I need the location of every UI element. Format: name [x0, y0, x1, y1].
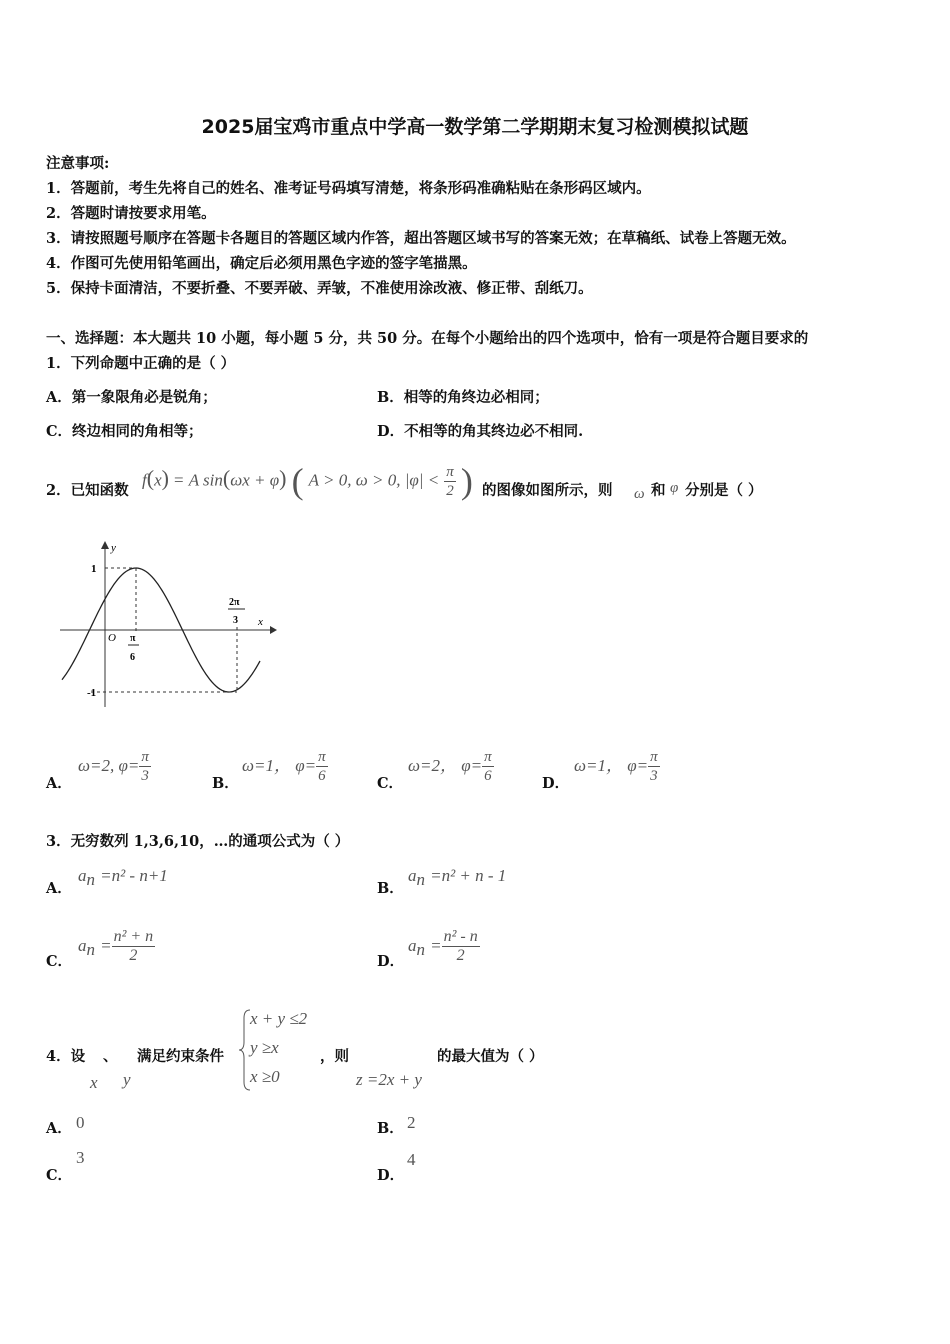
q4-option-a-label: A． — [46, 1120, 72, 1137]
page-title: 2025届宝鸡市重点中学高一数学第二学期期末复习检测模拟试题 — [201, 116, 749, 138]
question-2-tail: 分别是（ ） — [685, 482, 763, 499]
q2-option-d-label: D． — [542, 775, 570, 792]
var-y: y — [123, 1070, 131, 1089]
q2-option-a-label: A． — [46, 775, 72, 792]
q3-option-d-label: D． — [377, 953, 405, 970]
q4-option-c-label: C． — [46, 1167, 73, 1184]
question-2-suffix: 的图像如图所示，则 — [482, 482, 613, 499]
q3-option-b-expr: $a_n =n^2 + n - 1$ — [408, 866, 507, 890]
x-tick-pi6-num: π — [130, 633, 136, 644]
constraint-3: x ≥0 — [250, 1067, 280, 1086]
constraint-2: y ≥x — [250, 1038, 279, 1057]
x-tick-2pi3-den: 3 — [233, 615, 238, 626]
notice-item: 2．答题时请按要求用笔。 — [46, 205, 216, 222]
q2-option-c-expr: ω=2， φ= $\frac{\pi}{6}$ — [408, 749, 492, 784]
q1-option-a: A．第一象限角必是锐角； — [46, 389, 217, 406]
question-3-stem: 3．无穷数列 1,3,6,10，…的通项公式为（ ） — [46, 833, 350, 850]
notice-item: 1．答题前，考生先将自己的姓名、准考证号码填写清楚，将条形码准确粘贴在条形码区域内。 — [46, 180, 651, 197]
q3-option-b-label: B． — [377, 880, 404, 897]
y-tick-neg1: -1 — [87, 687, 97, 699]
origin-label: O — [108, 632, 116, 644]
question-4-stem-d: ，则 — [320, 1048, 349, 1065]
question-4-stem-a: 4．设 — [46, 1048, 86, 1065]
var-x: x — [90, 1073, 98, 1092]
q1-option-b: B．相等的角终边必相同； — [377, 389, 549, 406]
q4-option-d-value: 4 — [407, 1150, 416, 1169]
q4-option-b-label: B． — [377, 1120, 404, 1137]
q2-option-d-expr: ω=1， φ= $\frac{\pi}{3}$ — [574, 749, 658, 784]
question-4-stem-b: 、 — [103, 1048, 118, 1065]
section-heading: 一、选择题：本大题共 10 小题，每小题 5 分，共 50 分。在每个小题给出的四个选项中，恰有一项是符合题目要求的 — [46, 330, 809, 347]
q4-option-a-value: 0 — [76, 1113, 85, 1132]
omega-symbol: ω — [634, 486, 645, 502]
question-1-stem: 1．下列命题中正确的是（ ） — [46, 355, 236, 372]
q1-option-c: C．终边相同的角相等； — [46, 423, 203, 440]
phi-symbol: φ — [670, 480, 679, 496]
notice-heading: 注意事项: — [46, 155, 110, 172]
q1-option-d: D．不相等的角其终边必不相同. — [377, 423, 584, 440]
q2-option-b-expr: ω=1， φ= $\frac{\pi}{6}$ — [242, 749, 326, 784]
q3-option-c-label: C． — [46, 953, 73, 970]
q2-option-c-label: C． — [377, 775, 404, 792]
y-axis-arrow — [101, 541, 109, 549]
q3-option-a-label: A． — [46, 880, 72, 897]
q2-option-a-expr: ω=2, φ= $\frac{\pi}{3}$ — [78, 749, 149, 784]
q3-option-a-expr: $a_n =n^2 - n+1$ — [78, 866, 168, 890]
notice-item: 4．作图可先使用铅笔画出，确定后必须用黑色字迹的签字笔描黑。 — [46, 255, 477, 272]
objective-z: z =2x + y — [356, 1070, 422, 1089]
x-tick-pi6-den: 6 — [130, 652, 135, 663]
x-axis-arrow — [270, 626, 277, 634]
question-4-stem-e: 的最大值为（ ） — [437, 1048, 544, 1065]
question-2-prefix: 2．已知函数 — [46, 482, 129, 499]
q2-function-formula: f(x) = A sin(ωx + φ) ( A > 0, ω > 0, |φ| < $\frac{\pi}{2}$ ) — [142, 461, 473, 501]
question-4-stem-c: 满足约束条件 — [137, 1048, 224, 1065]
q3-option-d-expr: $a_n$ = $\frac{\text{n² - n}}{2}$ — [408, 928, 478, 964]
q4-option-d-label: D． — [377, 1167, 405, 1184]
x-tick-2pi3-num: 2π — [229, 597, 240, 608]
q4-option-c-value: 3 — [76, 1148, 85, 1167]
q3-option-c-expr: $a_n$ = $\frac{\text{n² + n}}{2}$ — [78, 928, 154, 964]
q4-option-b-value: 2 — [407, 1113, 416, 1132]
constraint-1: x + y ≤2 — [250, 1009, 308, 1028]
notice-item: 5．保持卡面清洁，不要折叠、不要弄破、弄皱，不准使用涂改液、修正带、刮纸刀。 — [46, 280, 593, 297]
q2-option-b-label: B． — [212, 775, 239, 792]
notice-item: 3．请按照题号顺序在答题卡各题目的答题区域内作答，超出答题区域书写的答案无效；在草稿纸、试卷上答题无效。 — [46, 230, 796, 247]
q2-and: 和 — [651, 482, 666, 499]
q2-sine-graph — [55, 535, 280, 710]
y-label: y — [111, 542, 116, 554]
x-label: x — [258, 616, 263, 628]
y-tick-1: 1 — [91, 563, 97, 575]
